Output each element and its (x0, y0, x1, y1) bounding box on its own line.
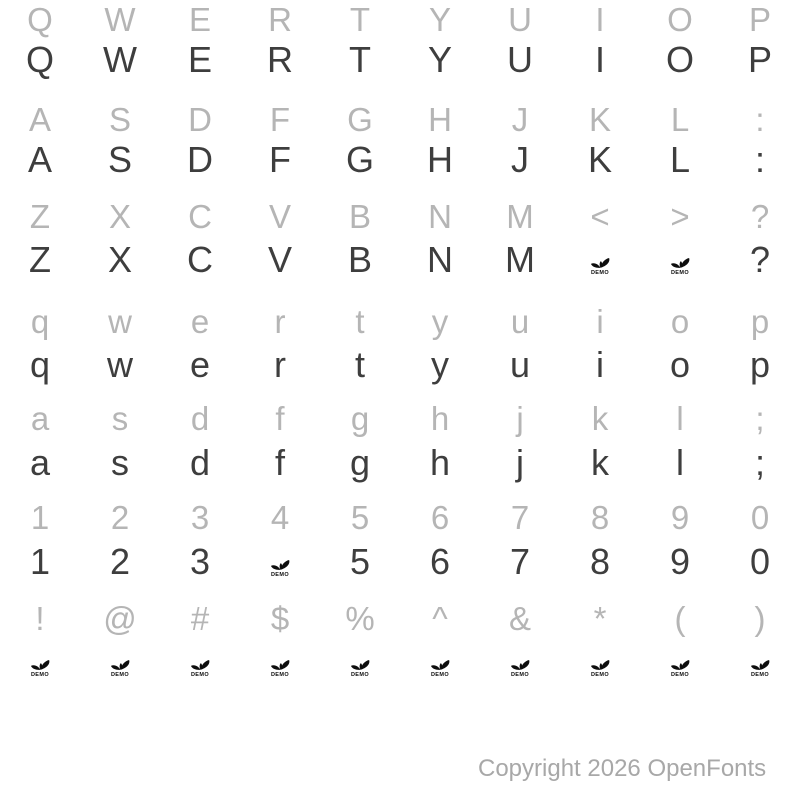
label-glyph: H (428, 101, 452, 138)
label-glyph: 7 (510, 499, 530, 536)
label-glyph: F (269, 101, 291, 138)
label-glyph: I (595, 1, 605, 38)
label-glyph: 0 (750, 499, 770, 536)
specimen-glyph: P (747, 39, 772, 80)
demo-glyph (560, 238, 640, 282)
label-glyph: ? (750, 198, 770, 235)
demo-glyph (80, 640, 160, 684)
specimen-glyph: l (676, 442, 684, 483)
demo-glyph-label: DEMO (590, 270, 610, 276)
demo-glyph-label: DEMO (590, 672, 610, 678)
demo-glyph (720, 640, 800, 684)
label-glyph: k (591, 400, 609, 437)
demo-glyph (640, 640, 720, 684)
specimen-glyph: i (596, 344, 604, 385)
demo-glyph-label: DEMO (510, 672, 530, 678)
label-row-uppercase-zxcvbnm-punct (0, 195, 800, 239)
label-row-uppercase-asdfghjkl-colon (0, 98, 800, 142)
label-glyph: E (188, 1, 211, 38)
label-glyph: 9 (670, 499, 690, 536)
label-glyph: O (667, 1, 693, 38)
label-glyph: y (431, 303, 449, 340)
label-row-digits (0, 496, 800, 540)
specimen-glyph: H (427, 139, 453, 180)
demo-glyph-label: DEMO (30, 672, 50, 678)
label-glyph: G (347, 101, 373, 138)
specimen-glyph: ? (749, 239, 771, 280)
specimen-glyph: : (754, 139, 765, 180)
specimen-glyph: u (509, 344, 531, 385)
specimen-glyph: Q (25, 39, 54, 80)
label-glyph: j (516, 400, 524, 437)
label-glyph: 3 (190, 499, 210, 536)
demo-glyph (0, 640, 80, 684)
label-glyph: Y (428, 1, 451, 38)
specimen-glyph: 3 (189, 541, 211, 582)
label-glyph: 2 (110, 499, 130, 536)
label-glyph: J (511, 101, 529, 138)
demo-glyph-label: DEMO (110, 672, 130, 678)
label-glyph: B (348, 198, 371, 235)
demo-glyph-label: DEMO (270, 572, 290, 578)
label-glyph: t (355, 303, 365, 340)
label-glyph: r (274, 303, 286, 340)
label-glyph: o (670, 303, 690, 340)
label-row-lowercase-asdfghjkl-semicolon (0, 397, 800, 441)
label-glyph: A (28, 101, 51, 138)
specimen-glyph: R (267, 39, 293, 80)
specimen-glyph: 8 (589, 541, 611, 582)
specimen-glyph: I (594, 39, 605, 80)
demo-splat-icon (190, 658, 211, 671)
label-glyph: % (345, 600, 375, 637)
label-glyph: T (349, 1, 371, 38)
specimen-glyph: K (587, 139, 612, 180)
specimen-glyph: L (669, 139, 691, 180)
specimen-glyph: 9 (669, 541, 691, 582)
demo-glyph-label: DEMO (430, 672, 450, 678)
specimen-glyph: p (749, 344, 771, 385)
demo-splat-icon (430, 658, 451, 671)
specimen-row-lowercase-qwertyuiop (0, 343, 800, 387)
demo-splat-icon (30, 658, 51, 671)
specimen-glyph: S (107, 139, 132, 180)
label-glyph: K (588, 101, 611, 138)
specimen-glyph: ; (754, 442, 765, 483)
label-glyph: ^ (432, 600, 448, 637)
label-glyph: l (676, 400, 684, 437)
demo-splat-icon (110, 658, 131, 671)
label-glyph: u (510, 303, 530, 340)
specimen-glyph: X (107, 239, 132, 280)
label-glyph: Z (29, 198, 51, 235)
label-glyph: L (670, 101, 690, 138)
label-row-symbols (0, 597, 800, 641)
specimen-row-uppercase-asdfghjkl-colon (0, 138, 800, 182)
demo-glyph (240, 540, 320, 584)
label-glyph: i (596, 303, 604, 340)
label-glyph: N (428, 198, 452, 235)
demo-glyph (160, 640, 240, 684)
specimen-glyph: q (29, 344, 51, 385)
specimen-glyph: 2 (109, 541, 131, 582)
demo-splat-icon (590, 658, 611, 671)
specimen-glyph: U (507, 39, 533, 80)
specimen-glyph: N (427, 239, 453, 280)
label-glyph: p (750, 303, 770, 340)
label-glyph: a (30, 400, 50, 437)
label-row-lowercase-qwertyuiop (0, 300, 800, 344)
label-glyph: ) (754, 600, 766, 637)
specimen-glyph: D (187, 139, 213, 180)
label-glyph: * (593, 600, 607, 637)
demo-splat-icon (750, 658, 771, 671)
demo-glyph (640, 238, 720, 282)
specimen-glyph: T (349, 39, 371, 80)
demo-splat-icon (590, 256, 611, 269)
specimen-glyph: o (669, 344, 691, 385)
specimen-row-symbols (0, 640, 800, 684)
demo-splat-icon (270, 558, 291, 571)
label-glyph: f (275, 400, 285, 437)
specimen-glyph: a (29, 442, 51, 483)
label-glyph: > (670, 198, 690, 235)
specimen-glyph: 1 (29, 541, 51, 582)
demo-splat-icon (350, 658, 371, 671)
label-glyph: 5 (350, 499, 370, 536)
specimen-glyph: W (103, 39, 137, 80)
label-glyph: C (188, 198, 212, 235)
specimen-glyph: J (511, 139, 529, 180)
label-glyph: @ (103, 600, 137, 637)
specimen-glyph: A (27, 139, 52, 180)
label-glyph: $ (270, 600, 290, 637)
label-glyph: ; (755, 400, 765, 437)
label-glyph: U (508, 1, 532, 38)
specimen-glyph: O (665, 39, 694, 80)
label-glyph: < (590, 198, 610, 235)
specimen-glyph: r (274, 344, 286, 385)
specimen-glyph: s (111, 442, 129, 483)
specimen-glyph: 5 (349, 541, 371, 582)
demo-glyph-label: DEMO (350, 672, 370, 678)
demo-splat-icon (510, 658, 531, 671)
specimen-glyph: 7 (509, 541, 531, 582)
demo-splat-icon (270, 658, 291, 671)
specimen-glyph: h (429, 442, 451, 483)
demo-glyph-label: DEMO (270, 672, 290, 678)
label-glyph: D (188, 101, 212, 138)
label-glyph: S (108, 101, 131, 138)
demo-splat-icon (670, 658, 691, 671)
demo-glyph-label: DEMO (670, 672, 690, 678)
label-glyph: ! (35, 600, 45, 637)
label-glyph: 4 (270, 499, 290, 536)
label-glyph: e (190, 303, 210, 340)
specimen-glyph: B (347, 239, 372, 280)
specimen-glyph: M (505, 239, 535, 280)
specimen-glyph: e (189, 344, 211, 385)
specimen-glyph: k (591, 442, 609, 483)
label-glyph: h (430, 400, 450, 437)
specimen-glyph: V (267, 239, 292, 280)
label-glyph: W (104, 1, 136, 38)
demo-splat-icon (670, 256, 691, 269)
specimen-row-digits (0, 540, 800, 584)
label-glyph: : (755, 101, 765, 138)
specimen-glyph: G (345, 139, 374, 180)
specimen-glyph: t (354, 344, 365, 385)
label-glyph: # (190, 600, 210, 637)
label-glyph: Q (27, 1, 53, 38)
label-glyph: w (108, 303, 132, 340)
label-glyph: 1 (30, 499, 50, 536)
label-glyph: P (748, 1, 771, 38)
demo-glyph (480, 640, 560, 684)
label-glyph: s (111, 400, 129, 437)
specimen-row-uppercase-zxcvbnm-punct (0, 238, 800, 282)
specimen-glyph: d (189, 442, 211, 483)
label-glyph: d (190, 400, 210, 437)
specimen-glyph: w (107, 344, 133, 385)
specimen-row-uppercase-qwertyuiop (0, 38, 800, 82)
specimen-glyph: 0 (749, 541, 771, 582)
specimen-glyph: F (269, 139, 291, 180)
demo-glyph (400, 640, 480, 684)
label-glyph: ( (674, 600, 686, 637)
specimen-glyph: g (349, 442, 371, 483)
specimen-row-lowercase-asdfghjkl-semicolon (0, 441, 800, 485)
specimen-glyph: 6 (429, 541, 451, 582)
demo-glyph-label: DEMO (750, 672, 770, 678)
label-glyph: R (268, 1, 292, 38)
demo-glyph-label: DEMO (190, 672, 210, 678)
specimen-glyph: y (431, 344, 449, 385)
demo-glyph (320, 640, 400, 684)
specimen-glyph: f (274, 442, 285, 483)
label-glyph: g (350, 400, 370, 437)
label-glyph: & (508, 600, 531, 637)
label-glyph: 6 (430, 499, 450, 536)
label-glyph: X (108, 198, 131, 235)
specimen-glyph: E (187, 39, 212, 80)
label-glyph: q (30, 303, 50, 340)
specimen-glyph: j (516, 442, 524, 483)
demo-glyph-label: DEMO (670, 270, 690, 276)
label-row-uppercase-qwertyuiop (0, 0, 800, 42)
specimen-glyph: Z (29, 239, 51, 280)
demo-glyph (560, 640, 640, 684)
label-glyph: M (506, 198, 534, 235)
copyright-text: Copyright 2026 OpenFonts (478, 755, 767, 782)
specimen-glyph: C (187, 239, 213, 280)
demo-glyph (240, 640, 320, 684)
label-glyph: V (268, 198, 291, 235)
specimen-glyph: Y (427, 39, 452, 80)
label-glyph: 8 (590, 499, 610, 536)
